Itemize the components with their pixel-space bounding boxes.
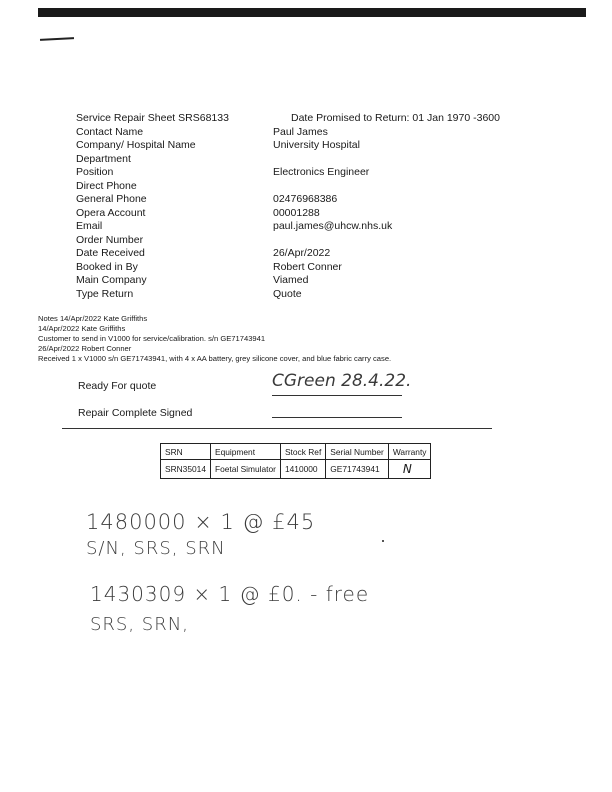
handwritten-line-1: 1480000 × 1 @ £45 — [86, 510, 316, 534]
field-opera-account — [76, 207, 516, 221]
column-header: Serial Number — [326, 444, 389, 460]
field-type-return — [76, 288, 516, 302]
field-label: Contact Name — [76, 125, 144, 138]
field-order-number — [76, 234, 516, 248]
field-date-received — [76, 247, 516, 261]
note-line: Received 1 x V1000 s/n GE71743941, with 4 x AA battery, grey silicone cover, and blue fabric carry case. — [38, 354, 392, 363]
note-line: Notes 14/Apr/2022 Kate Griffiths — [38, 314, 148, 323]
repair-details — [76, 112, 516, 301]
ready-signature: CGreen 28.4.22. — [272, 371, 412, 391]
field-general-phone — [76, 193, 516, 207]
field-label: Date Received — [76, 247, 145, 259]
equipment-table — [160, 443, 431, 479]
field-value: Quote — [273, 287, 302, 300]
field-email — [76, 220, 516, 234]
field-value: Paul James — [273, 125, 328, 138]
field-label: Order Number — [76, 233, 144, 246]
table-cell: 1410000 — [280, 460, 325, 479]
column-header: Stock Ref — [280, 444, 325, 460]
ink-dot — [382, 540, 384, 542]
field-value: Electronics Engineer — [273, 166, 370, 178]
field-value: Viamed — [273, 274, 309, 286]
ready-for-quote-label: Ready For quote — [78, 380, 157, 392]
table-header-row — [161, 444, 431, 460]
column-header: SRN — [161, 444, 211, 460]
field-label: General Phone — [76, 193, 147, 205]
sheet-title-row — [76, 112, 516, 126]
field-label: Department — [76, 152, 131, 165]
column-header: Warranty — [388, 444, 431, 460]
table-cell: SRN35014 — [161, 460, 211, 479]
field-label: Booked in By — [76, 260, 138, 273]
field-label: Direct Phone — [76, 179, 137, 192]
date-promised: Date Promised to Return: 01 Jan 1970 -3600 — [291, 112, 500, 124]
handwritten-line-2: S/N, SRS, SRN — [86, 538, 226, 559]
note-line: Customer to send in V1000 for service/calibration. s/n GE71743941 — [38, 334, 266, 343]
field-value: 00001288 — [273, 206, 320, 219]
field-contact-name — [76, 126, 516, 140]
field-position — [76, 166, 516, 180]
notes-block — [38, 314, 391, 364]
field-label: Position — [76, 166, 114, 178]
table-row — [161, 460, 431, 479]
field-company — [76, 139, 516, 153]
sheet-title: Service Repair Sheet SRS68133 — [76, 112, 229, 124]
scan-top-edge — [38, 8, 586, 17]
note-line: 14/Apr/2022 Kate Griffiths — [38, 324, 126, 333]
field-value: University Hospital — [273, 139, 360, 151]
field-label: Main Company — [76, 274, 147, 286]
field-value: 26/Apr/2022 — [273, 247, 331, 259]
column-header: Equipment — [210, 444, 280, 460]
field-label: Type Return — [76, 287, 134, 300]
table-cell: N — [388, 460, 431, 479]
note-line: 26/Apr/2022 Robert Conner — [38, 344, 132, 353]
table-cell: GE71743941 — [326, 460, 389, 479]
ready-signature-line — [272, 395, 402, 396]
handwritten-line-3: 1430309 × 1 @ £0. - free — [90, 582, 370, 606]
repair-complete-label: Repair Complete Signed — [78, 407, 193, 419]
field-label: Company/ Hospital Name — [76, 139, 196, 151]
field-department — [76, 153, 516, 167]
field-main-company — [76, 274, 516, 288]
field-value: 02476968386 — [273, 193, 338, 205]
field-label: Opera Account — [76, 206, 146, 219]
field-label: Email — [76, 220, 103, 232]
field-value: Robert Conner — [273, 260, 342, 273]
handwritten-line-4: SRS, SRN, — [90, 614, 189, 635]
field-value: paul.james@uhcw.nhs.uk — [273, 220, 393, 232]
table-cell: Foetal Simulator — [210, 460, 280, 479]
pen-dash-mark — [40, 37, 74, 41]
field-booked-in-by — [76, 261, 516, 275]
section-divider — [62, 428, 492, 429]
field-direct-phone — [76, 180, 516, 194]
complete-signature-line — [272, 417, 402, 418]
